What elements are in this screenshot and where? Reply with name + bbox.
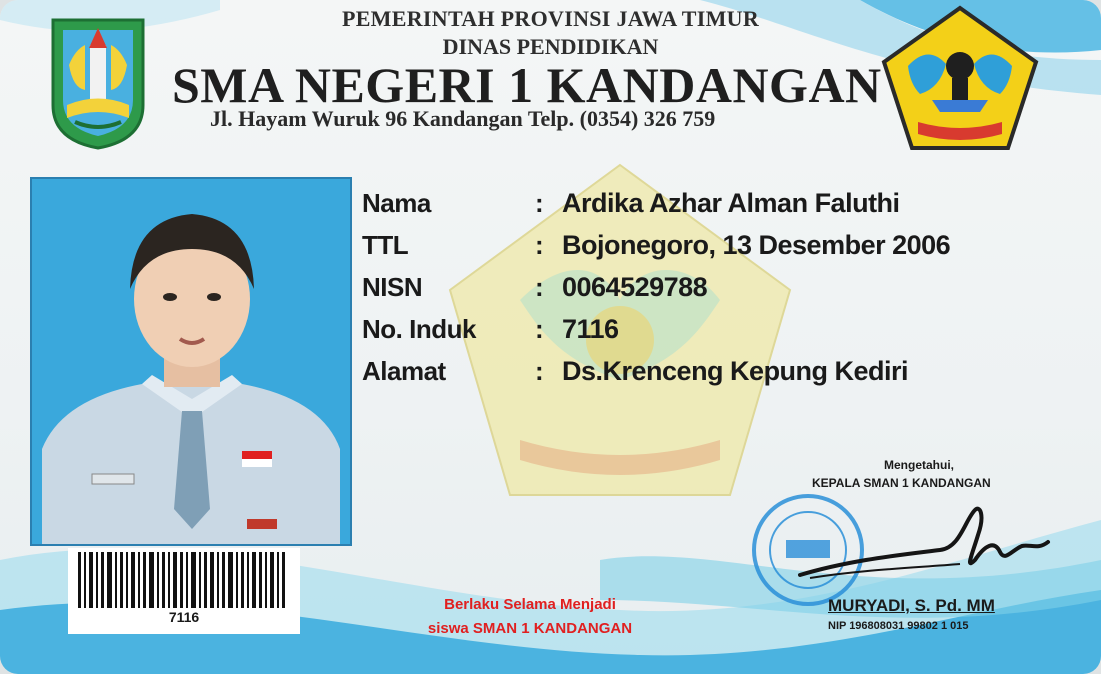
student-portrait-icon <box>32 179 350 544</box>
field-label-no-induk: No. Induk <box>362 314 476 344</box>
principal-title: KEPALA SMAN 1 KANDANGAN <box>812 476 991 490</box>
signature-icon <box>790 490 1060 600</box>
school-address: Jl. Hayam Wuruk 96 Kandangan Telp. (0354) 326 759 <box>210 106 716 131</box>
colon: : <box>535 230 544 260</box>
colon: : <box>535 272 544 302</box>
field-label-ttl: TTL <box>362 230 409 260</box>
principal-name: MURYADI, S. Pd. MM <box>828 596 995 615</box>
colon: : <box>535 314 544 344</box>
field-label-nama: Nama <box>362 188 431 218</box>
field-label-alamat: Alamat <box>362 356 446 386</box>
field-value-ttl: Bojonegoro, 13 Desember 2006 <box>562 230 951 260</box>
field-value-no-induk: 7116 <box>562 314 619 344</box>
principal-nip: NIP 196808031 99802 1 015 <box>828 620 969 632</box>
validity-line-2: siswa SMAN 1 KANDANGAN <box>427 620 633 637</box>
student-photo <box>30 177 352 546</box>
barcode-number: 7116 <box>168 609 200 625</box>
field-value-alamat: Ds.Krenceng Kepung Kediri <box>562 356 909 386</box>
validity-line-1: Berlaku Selama Menjadi <box>444 596 616 613</box>
department-heading: DINAS PENDIDIKAN <box>442 34 659 59</box>
colon: : <box>535 356 544 386</box>
field-value-nisn: 0064529788 <box>562 272 708 302</box>
acknowledged-label: Mengetahui, <box>884 458 955 472</box>
barcode-icon <box>68 552 300 612</box>
government-heading: PEMERINTAH PROVINSI JAWA TIMUR <box>341 6 760 31</box>
field-value-nama: Ardika Azhar Alman Faluthi <box>562 188 900 218</box>
colon: : <box>535 188 544 218</box>
field-label-nisn: NISN <box>362 272 423 302</box>
school-name: SMA NEGERI 1 KANDANGAN <box>172 57 882 113</box>
